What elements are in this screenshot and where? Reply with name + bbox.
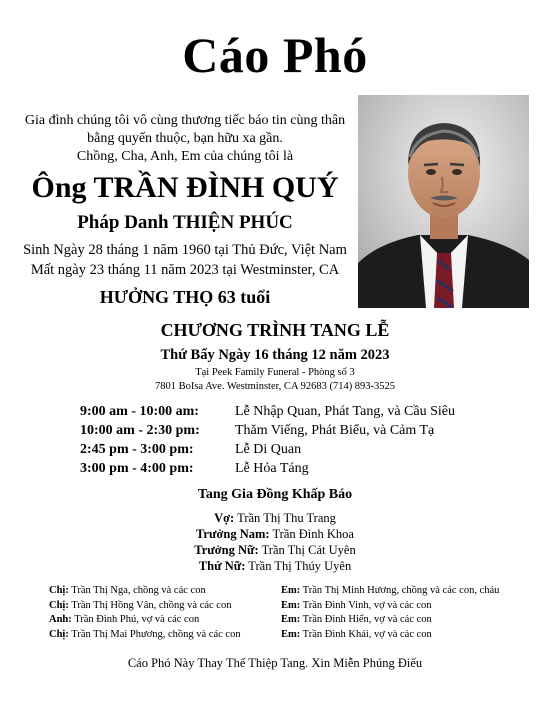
sibling-entry — [281, 584, 499, 599]
family-name: Trần Thị Cát Uyên — [258, 543, 356, 557]
schedule-row — [80, 404, 500, 423]
sibling-role: Em: — [281, 614, 301, 625]
intro-line: Chồng, Cha, Anh, Em của chúng tôi là — [76, 149, 294, 164]
venue-info — [0, 366, 550, 394]
sibling-role: Chị: — [49, 628, 69, 640]
family-name: Trần Thị Thúy Uyên — [245, 559, 352, 573]
sibling-entry — [49, 599, 241, 614]
portrait-photo — [358, 95, 529, 308]
schedule-event: Lễ Di Quan — [235, 442, 302, 457]
sibling-role: Anh: — [49, 614, 72, 625]
sibling-name: Trần Đình Khải, vợ và các con — [300, 628, 432, 640]
sibling-entry — [281, 628, 499, 643]
intro-line: bằng quyến thuộc, bạn hữu xa gần. — [87, 131, 283, 146]
family-role: Trưởng Nam: — [196, 527, 270, 541]
program-title: CHƯƠNG TRÌNH TANG LỄ — [160, 320, 390, 340]
sibling-name: Trần Thị Mai Phương, chồng và các con — [68, 628, 241, 640]
family-role: Trưởng Nữ: — [194, 543, 259, 557]
schedule-time: 3:00 pm - 4:00 pm: — [80, 461, 194, 476]
schedule-row — [80, 423, 500, 442]
footer-note: Cáo Phó Này Thay Thế Thiệp Tang. Xin Miễn Phúng Điếu — [127, 656, 423, 670]
family-member — [0, 542, 550, 558]
sibling-name: Trần Thị Hồng Vân, chồng và các con — [68, 599, 232, 611]
sibling-entry — [281, 613, 499, 628]
deceased-name: Ông TRẦN ĐÌNH QUÝ — [31, 171, 339, 204]
sibling-role: Em: — [281, 585, 301, 596]
intro-text — [20, 112, 350, 166]
family-member — [0, 526, 550, 542]
venue-name: Tại Peek Family Funeral - Phòng số 3 — [195, 367, 355, 378]
sibling-name: Trần Thị Minh Hương, chồng và các con, cháu — [300, 585, 500, 596]
sibling-name: Trần Thị Nga, chồng và các con — [68, 585, 206, 596]
family-member — [0, 558, 550, 574]
schedule-row — [80, 461, 500, 480]
schedule-event: Lễ Hỏa Táng — [235, 461, 309, 476]
life-dates — [20, 240, 350, 280]
dharma-name: Pháp Danh THIỆN PHÚC — [77, 212, 293, 233]
siblings-right-column — [281, 584, 499, 642]
sibling-role: Em: — [281, 599, 301, 611]
schedule-time: 10:00 am - 2:30 pm: — [80, 423, 200, 438]
sibling-role: Chị: — [49, 585, 69, 596]
sibling-entry — [49, 584, 241, 599]
program-date: Thứ Bẩy Ngày 16 tháng 12 năm 2023 — [160, 347, 390, 363]
page-title: Cáo Phó — [182, 27, 368, 83]
sibling-entry — [49, 613, 241, 628]
sibling-name: Trần Đình Vinh, vợ và các con — [300, 599, 432, 611]
sibling-entry — [49, 628, 241, 643]
immediate-family — [0, 510, 550, 574]
sibling-entry — [281, 599, 499, 614]
siblings-left-column — [49, 584, 241, 642]
family-name: Trần Đình Khoa — [269, 527, 354, 541]
intro-line: Gia đình chúng tôi vô cùng thương tiếc báo tin cùng thân — [24, 113, 346, 128]
schedule-time: 9:00 am - 10:00 am: — [80, 404, 199, 419]
family-role: Thứ Nữ: — [198, 559, 246, 573]
sibling-role: Chị: — [49, 599, 69, 611]
sibling-name: Trần Đình Hiển, vợ và các con — [300, 614, 432, 625]
schedule-list — [80, 404, 500, 480]
family-name: Trần Thị Thu Trang — [234, 511, 336, 525]
schedule-event: Thăm Viếng, Phát Biểu, và Cảm Tạ — [235, 423, 435, 438]
birth-info: Sinh Ngày 28 tháng 1 năm 1960 tại Thủ Đức, Việt Nam — [23, 242, 347, 258]
age-at-death: HƯỞNG THỌ 63 tuổi — [99, 287, 271, 307]
sibling-name: Trần Đình Phú, vợ và các con — [71, 614, 200, 625]
sibling-role: Em: — [281, 628, 301, 640]
family-role: Vợ: — [214, 511, 235, 525]
schedule-row — [80, 442, 500, 461]
family-title: Tang Gia Đồng Khấp Báo — [197, 487, 353, 502]
family-member — [0, 510, 550, 526]
schedule-event: Lễ Nhập Quan, Phát Tang, và Cầu Siêu — [235, 404, 455, 419]
schedule-time: 2:45 pm - 3:00 pm: — [80, 442, 194, 457]
death-info: Mất ngày 23 tháng 11 năm 2023 tại Westminster, CA — [30, 262, 340, 278]
venue-address: 7801 BoIsa Ave. Westminster, CA 92683 (714) 893-3525 — [154, 381, 396, 392]
